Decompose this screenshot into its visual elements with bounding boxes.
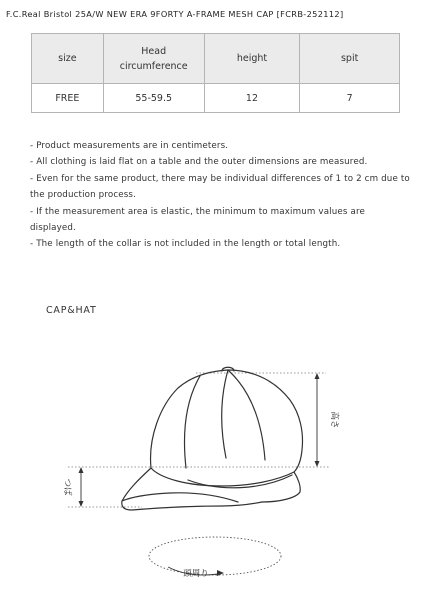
note-item: - Even for the same product, there may be individual differences of 1 to 2 cm due to the production process. [30, 173, 410, 201]
brim-dimension-arrow [79, 467, 84, 507]
cap-outline [122, 367, 303, 510]
circumference-ellipse [149, 537, 281, 575]
cell-size: FREE [32, 84, 104, 113]
note-item: - All clothing is laid flat on a table and the outer dimensions are measured. [30, 157, 368, 168]
cell-head-circumference: 55-59.5 [103, 84, 204, 113]
header-head-circumference [103, 34, 204, 84]
header-head-line1: Head [141, 45, 167, 57]
header-size: size [32, 34, 104, 84]
cell-spit: 7 [300, 84, 400, 113]
circumference-label: 頭周り [183, 569, 209, 579]
brim-label: つば [62, 478, 72, 496]
height-dimension-arrow [315, 373, 320, 467]
section-label: CAP&HAT [46, 305, 97, 316]
size-table [31, 33, 400, 113]
header-head-line2: circumference [119, 60, 188, 72]
cell-height: 12 [204, 84, 300, 113]
note-item: - Product measurements are in centimeters. [30, 141, 229, 151]
size-table-header-row [32, 34, 400, 84]
header-spit: spit [300, 34, 400, 84]
note-item: - If the measurement area is elastic, the minimum to maximum values are displayed. [30, 206, 365, 234]
table-row [32, 84, 400, 113]
measurement-notes [30, 138, 410, 253]
cap-diagram [0, 320, 434, 600]
height-label: 高さ [329, 411, 339, 429]
note-item: - The length of the collar is not included in the length or total length. [30, 239, 341, 250]
product-title: F.C.Real Bristol 25A/W NEW ERA 9FORTY A-FRAME MESH CAP [FCRB-252112] [6, 9, 344, 19]
header-height: height [204, 34, 300, 84]
